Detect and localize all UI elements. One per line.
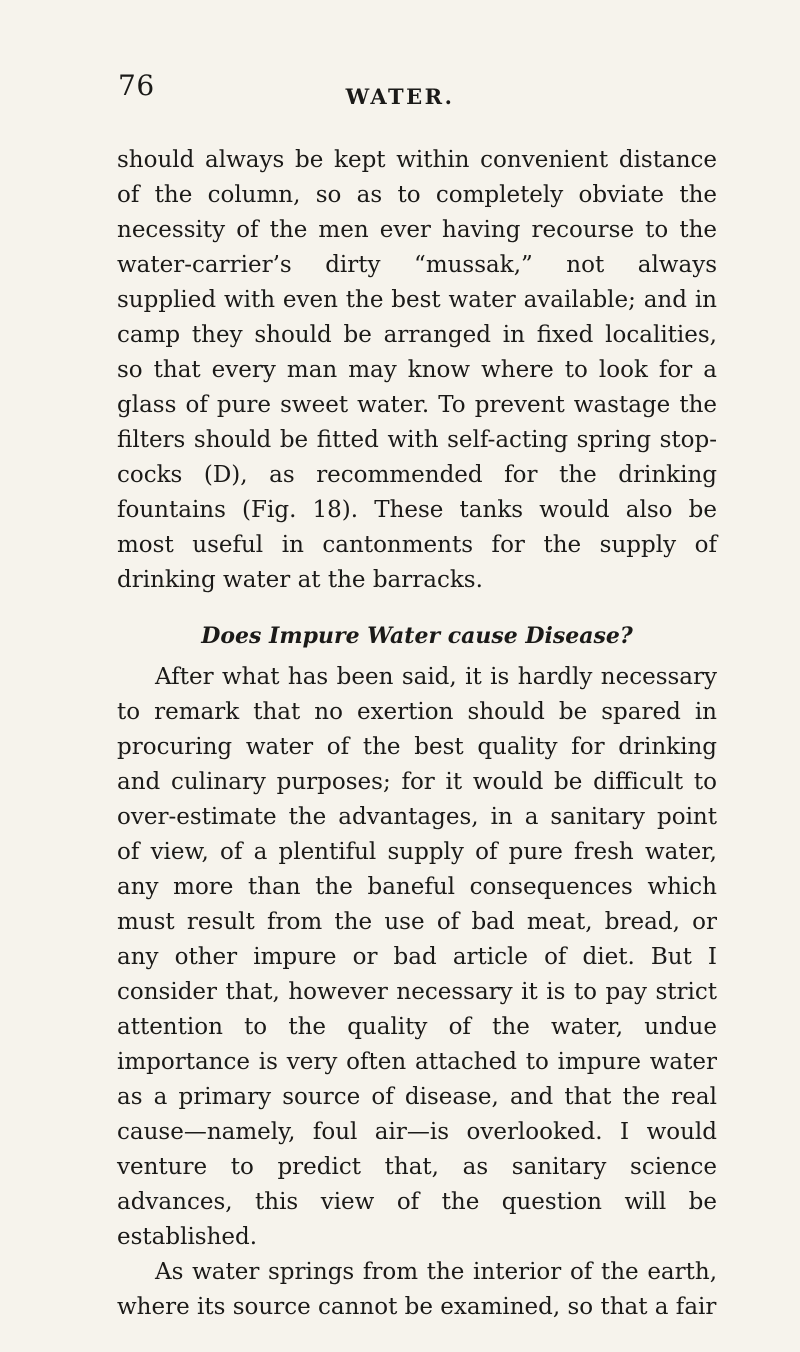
body-paragraph-2: After what has been said, it is hardly necessary to remark that no exertion should be spared in procuring water of the best quality for drinking and culinary purposes; for it would be difficult to over-estimate the advantages, in a sanitary point of view, of a plentiful supply of pure fresh water, any more than the baneful consequences which must result from the use of bad meat, bread, or any other impure or bad article of diet. But I consider that, however necessary it is to pay strict attention to the quality of the water, undue importance is very often attached to impure water as a primary source of disease, and that the real cause—namely, foul air—is overlooked. I would venture to predict that, as sanitary science advances, this view of the question will be established. — [117, 664, 717, 1250]
page-number: 76 — [118, 69, 155, 102]
section-heading: Does Impure Water cause Disease? — [201, 623, 633, 649]
running-head: WATER. — [345, 84, 455, 109]
body-paragraph-1: should always be kept within convenient distance of the column, so as to completely obviate the necessity of the men ever having recourse to the water-carrier’s dirty “mussak,” not always supplied with even the best water available; and in camp they should be arranged in fixed localities, so that every man may know where to look for a glass of pure sweet water. To prevent wastage the filters should be fitted with self-acting spring stop-cocks (D), as recommended for the drinking fountains (Fig. 18). These tanks would also be most useful in cantonments for the supply of drinking water at the barracks. — [117, 147, 717, 593]
body-paragraph-3: As water springs from the interior of the earth, where its source cannot be examined, so that a fair — [117, 1259, 717, 1320]
page-body — [117, 143, 717, 1325]
